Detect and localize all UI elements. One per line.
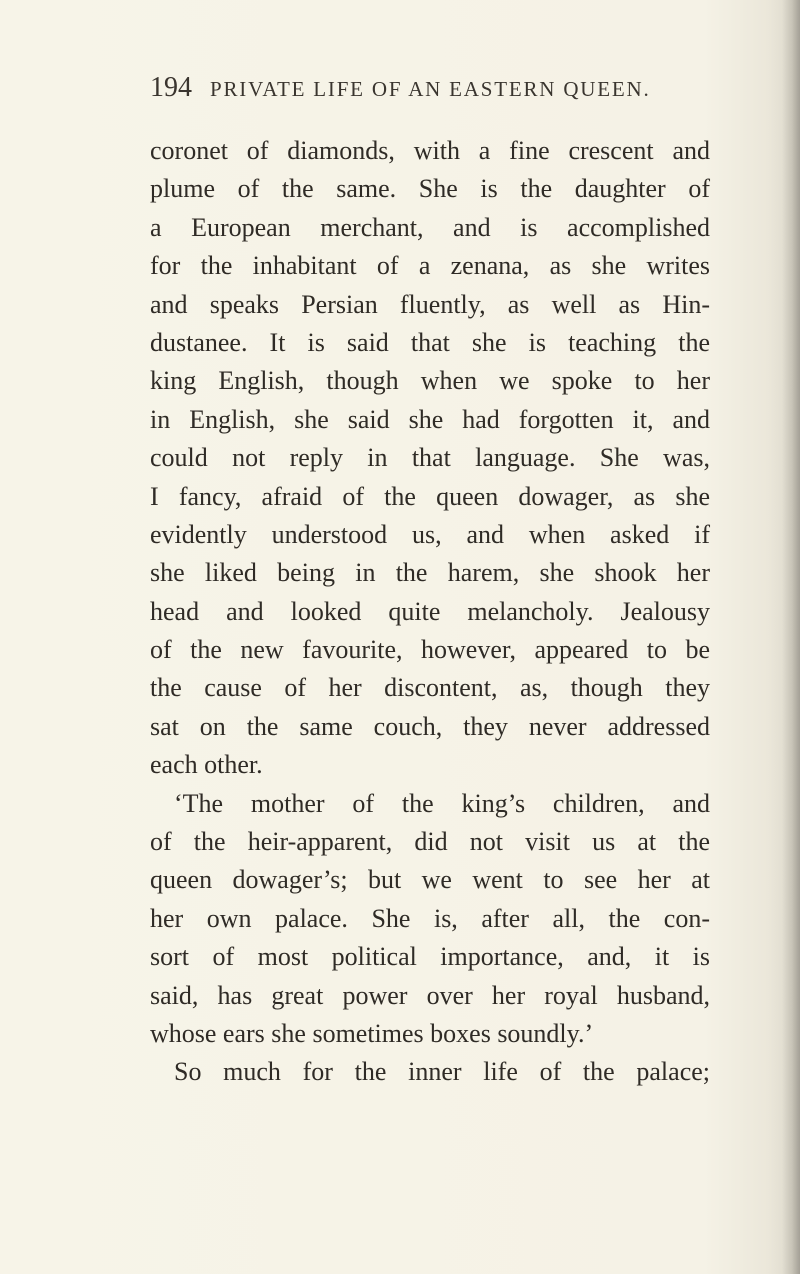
- text-line: of the new favourite, however, appeared to be: [150, 635, 710, 665]
- text-line: a European merchant, and is accomplished: [150, 212, 710, 242]
- text-line: king English, though when we spoke to her: [150, 366, 710, 396]
- text-line: and speaks Persian fluently, as well as Hin-: [150, 289, 710, 319]
- text-line: the cause of her discontent, as, though they: [150, 673, 710, 703]
- text-line: for the inhabitant of a zenana, as she writes: [150, 251, 710, 281]
- running-head: [150, 72, 710, 112]
- text-line: could not reply in that language. She was,: [150, 443, 710, 473]
- text-line: said, has great power over her royal husband,: [150, 980, 710, 1010]
- text-line: sat on the same couch, they never addressed: [150, 711, 710, 741]
- text-line: whose ears she sometimes boxes soundly.’: [150, 1018, 594, 1048]
- text-line: coronet of diamonds, with a fine crescent and: [150, 136, 710, 165]
- text-line: her own palace. She is, after all, the con-: [150, 903, 710, 933]
- text-line: plume of the same. She is the daughter of: [150, 174, 710, 204]
- text-line: of the heir-apparent, did not visit us at the: [150, 827, 710, 857]
- text-line: each other.: [150, 750, 263, 780]
- text-line: So much for the inner life of the palace;: [174, 1057, 710, 1087]
- body-text: [150, 132, 710, 1092]
- page-edge-shadow: [782, 0, 800, 1274]
- text-line: evidently understood us, and when asked if: [150, 519, 710, 549]
- text-line: head and looked quite melancholy. Jealousy: [150, 596, 710, 626]
- text-line: ‘The mother of the king’s children, and: [174, 788, 710, 818]
- text-line: queen dowager’s; but we went to see her at: [150, 865, 710, 895]
- text-line: sort of most political importance, and, it is: [150, 942, 710, 972]
- text-line: dustanee. It is said that she is teaching the: [150, 327, 710, 357]
- text-line: in English, she said she had forgotten it, and: [150, 404, 710, 434]
- page-number: 194: [150, 72, 192, 103]
- text-line: she liked being in the harem, she shook her: [150, 558, 710, 588]
- text-line: I fancy, afraid of the queen dowager, as she: [150, 481, 710, 511]
- running-title: PRIVATE LIFE OF AN EASTERN QUEEN.: [210, 77, 651, 101]
